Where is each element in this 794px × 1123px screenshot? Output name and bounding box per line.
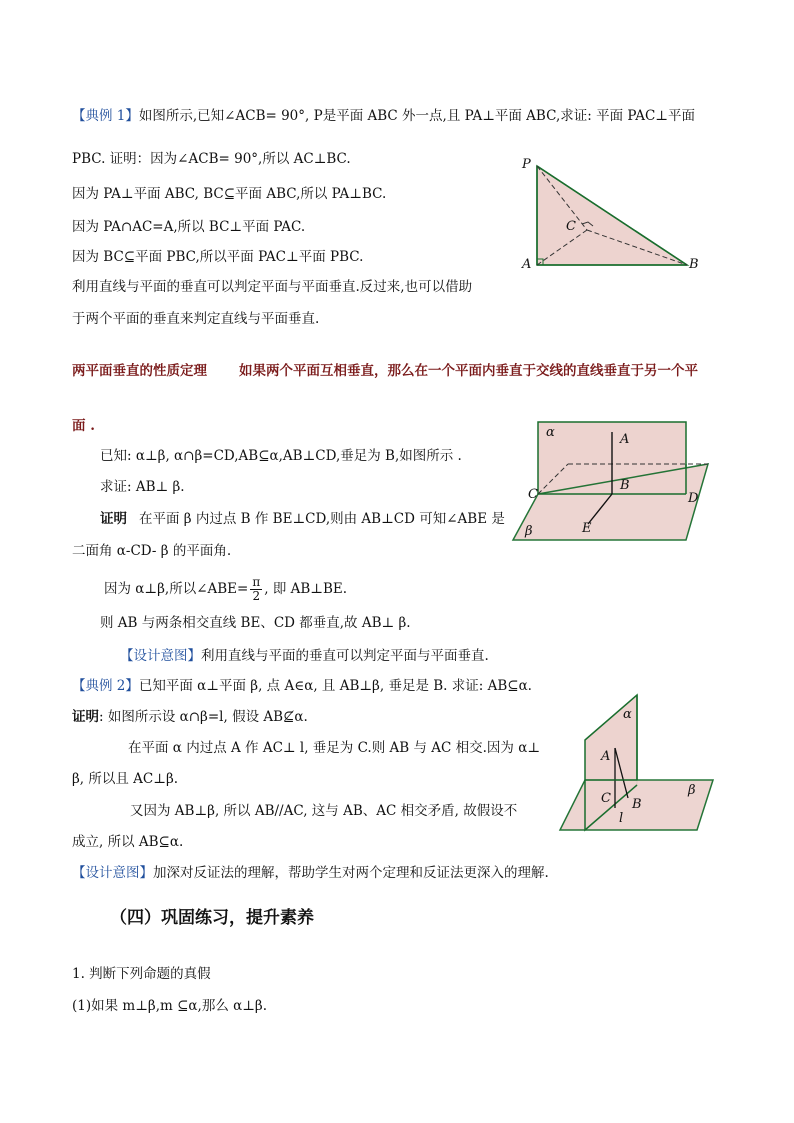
design-text: 利用直线与平面的垂直可以判定平面与平面垂直. <box>201 648 489 664</box>
label-b3: B <box>632 797 642 812</box>
perpendicular-planes-figure <box>508 412 718 547</box>
pi-over-2-fraction <box>250 576 262 603</box>
label-l3: l <box>619 811 624 826</box>
label-b: B <box>689 257 699 272</box>
frac-num: π <box>252 575 261 589</box>
label-a: A <box>522 257 532 272</box>
example2-line5: 又因为 AB⊥β, 所以 AB//AC, 这与 AB、AC 相交矛盾, 故假设不 <box>130 803 518 819</box>
exercise-1-1: (1)如果 m⊥β,m ⊆α,那么 α⊥β. <box>72 998 268 1014</box>
label-d2: D <box>688 491 699 506</box>
example2-line2 <box>72 708 308 726</box>
theorem-body-end: 面 . <box>72 418 95 434</box>
example2-proof-tag: 证明 <box>72 709 99 725</box>
example2-line2-text: : 如图所示设 α∩β=l, 假设 AB⊈α. <box>99 709 308 725</box>
design2-text: 加深对反证法的理解，帮助学生对两个定理和反证法更深入的理解. <box>153 865 549 881</box>
design2-tag: 【设计意图】 <box>72 865 153 881</box>
example1-line5: 因为 BC⊆平面 PBC,所以平面 PAC⊥平面 PBC. <box>72 249 364 265</box>
example2-line6: 成立, 所以 AB⊆α. <box>72 834 184 850</box>
theorem-title-line <box>72 362 698 380</box>
example2-figure <box>555 690 720 835</box>
example2-statement: 已知平面 α⊥平面 β, 点 A∈α, 且 AB⊥β, 垂足是 B. 求证: AB⊆α. <box>138 678 532 694</box>
theorem-proof-line1 <box>100 510 505 528</box>
label-beta: β <box>525 524 533 539</box>
proof-text1: 在平面 β 内过点 B 作 BE⊥CD,则由 AB⊥CD 可知∠ABE 是 <box>139 511 505 527</box>
example2-line4: β, 所以且 AC⊥β. <box>72 771 179 787</box>
design-tag: 【设计意图】 <box>120 648 201 664</box>
example1-statement: 如图所示,已知∠ACB= 90°, P是平面 ABC 外一点,且 PA⊥平面 ABC,求证: 平面 PAC⊥平面 <box>138 108 695 124</box>
example1-line2: PBC. 证明：因为∠ACB= 90°,所以 AC⊥BC. <box>72 151 351 167</box>
label-a2: A <box>620 432 630 447</box>
label-alpha2: α <box>623 707 632 722</box>
proof3-pre: 因为 α⊥β,所以∠ABE= <box>104 581 249 597</box>
theorem-design <box>120 647 489 665</box>
section-title: （四）巩固练习，提升素养 <box>110 908 314 928</box>
example2-line3: 在平面 α 内过点 A 作 AC⊥ l, 垂足为 C.则 AB 与 AC 相交.因为 α⊥ <box>128 740 541 756</box>
example2-design <box>72 864 549 882</box>
theorem-proof-line4: 则 AB 与两条相交直线 BE、CD 都垂直,故 AB⊥ β. <box>100 615 411 631</box>
example2-heading <box>72 677 532 695</box>
theorem-proof-line2: 二面角 α-CD- β 的平面角. <box>72 543 232 559</box>
theorem-title: 两平面垂直的性质定理 <box>72 363 207 379</box>
example1-line3: 因为 PA⊥平面 ABC, BC⊆平面 ABC,所以 PA⊥BC. <box>72 186 387 202</box>
tetrahedron-figure <box>510 148 710 278</box>
example1-line4: 因为 PA∩AC=A,所以 BC⊥平面 PAC. <box>72 219 306 235</box>
theorem-body: 如果两个平面互相垂直，那么在一个平面内垂直于交线的直线垂直于另一个平 <box>239 363 698 379</box>
label-c2: C <box>528 487 538 502</box>
exercise-1: 1. 判断下列命题的真假 <box>72 966 211 982</box>
label-a3: A <box>601 749 611 764</box>
example1-heading <box>72 107 695 125</box>
example1-tag: 【典例 1】 <box>72 108 139 124</box>
label-alpha: α <box>546 425 555 440</box>
label-c3: C <box>601 791 611 806</box>
theorem-proof-line3 <box>104 572 347 606</box>
example2-tag: 【典例 2】 <box>72 678 139 694</box>
frac-den: 2 <box>252 589 261 603</box>
proof3-post: , 即 AB⊥BE. <box>264 581 348 597</box>
theorem-given: 已知: α⊥β, α∩β=CD,AB⊆α,AB⊥CD,垂足为 B,如图所示 . <box>100 448 462 464</box>
label-p: P <box>522 157 531 172</box>
theorem-prove: 求证: AB⊥ β. <box>100 479 185 495</box>
example1-line6: 利用直线与平面的垂直可以判定平面与平面垂直.反过来,也可以借助 <box>72 279 473 295</box>
proof-tag: 证明 <box>100 511 127 527</box>
label-e2: E <box>582 521 592 536</box>
label-c: C <box>566 219 576 234</box>
example1-line7: 于两个平面的垂直来判定直线与平面垂直. <box>72 311 320 327</box>
label-b2: B <box>620 478 630 493</box>
label-beta2: β <box>688 783 696 798</box>
